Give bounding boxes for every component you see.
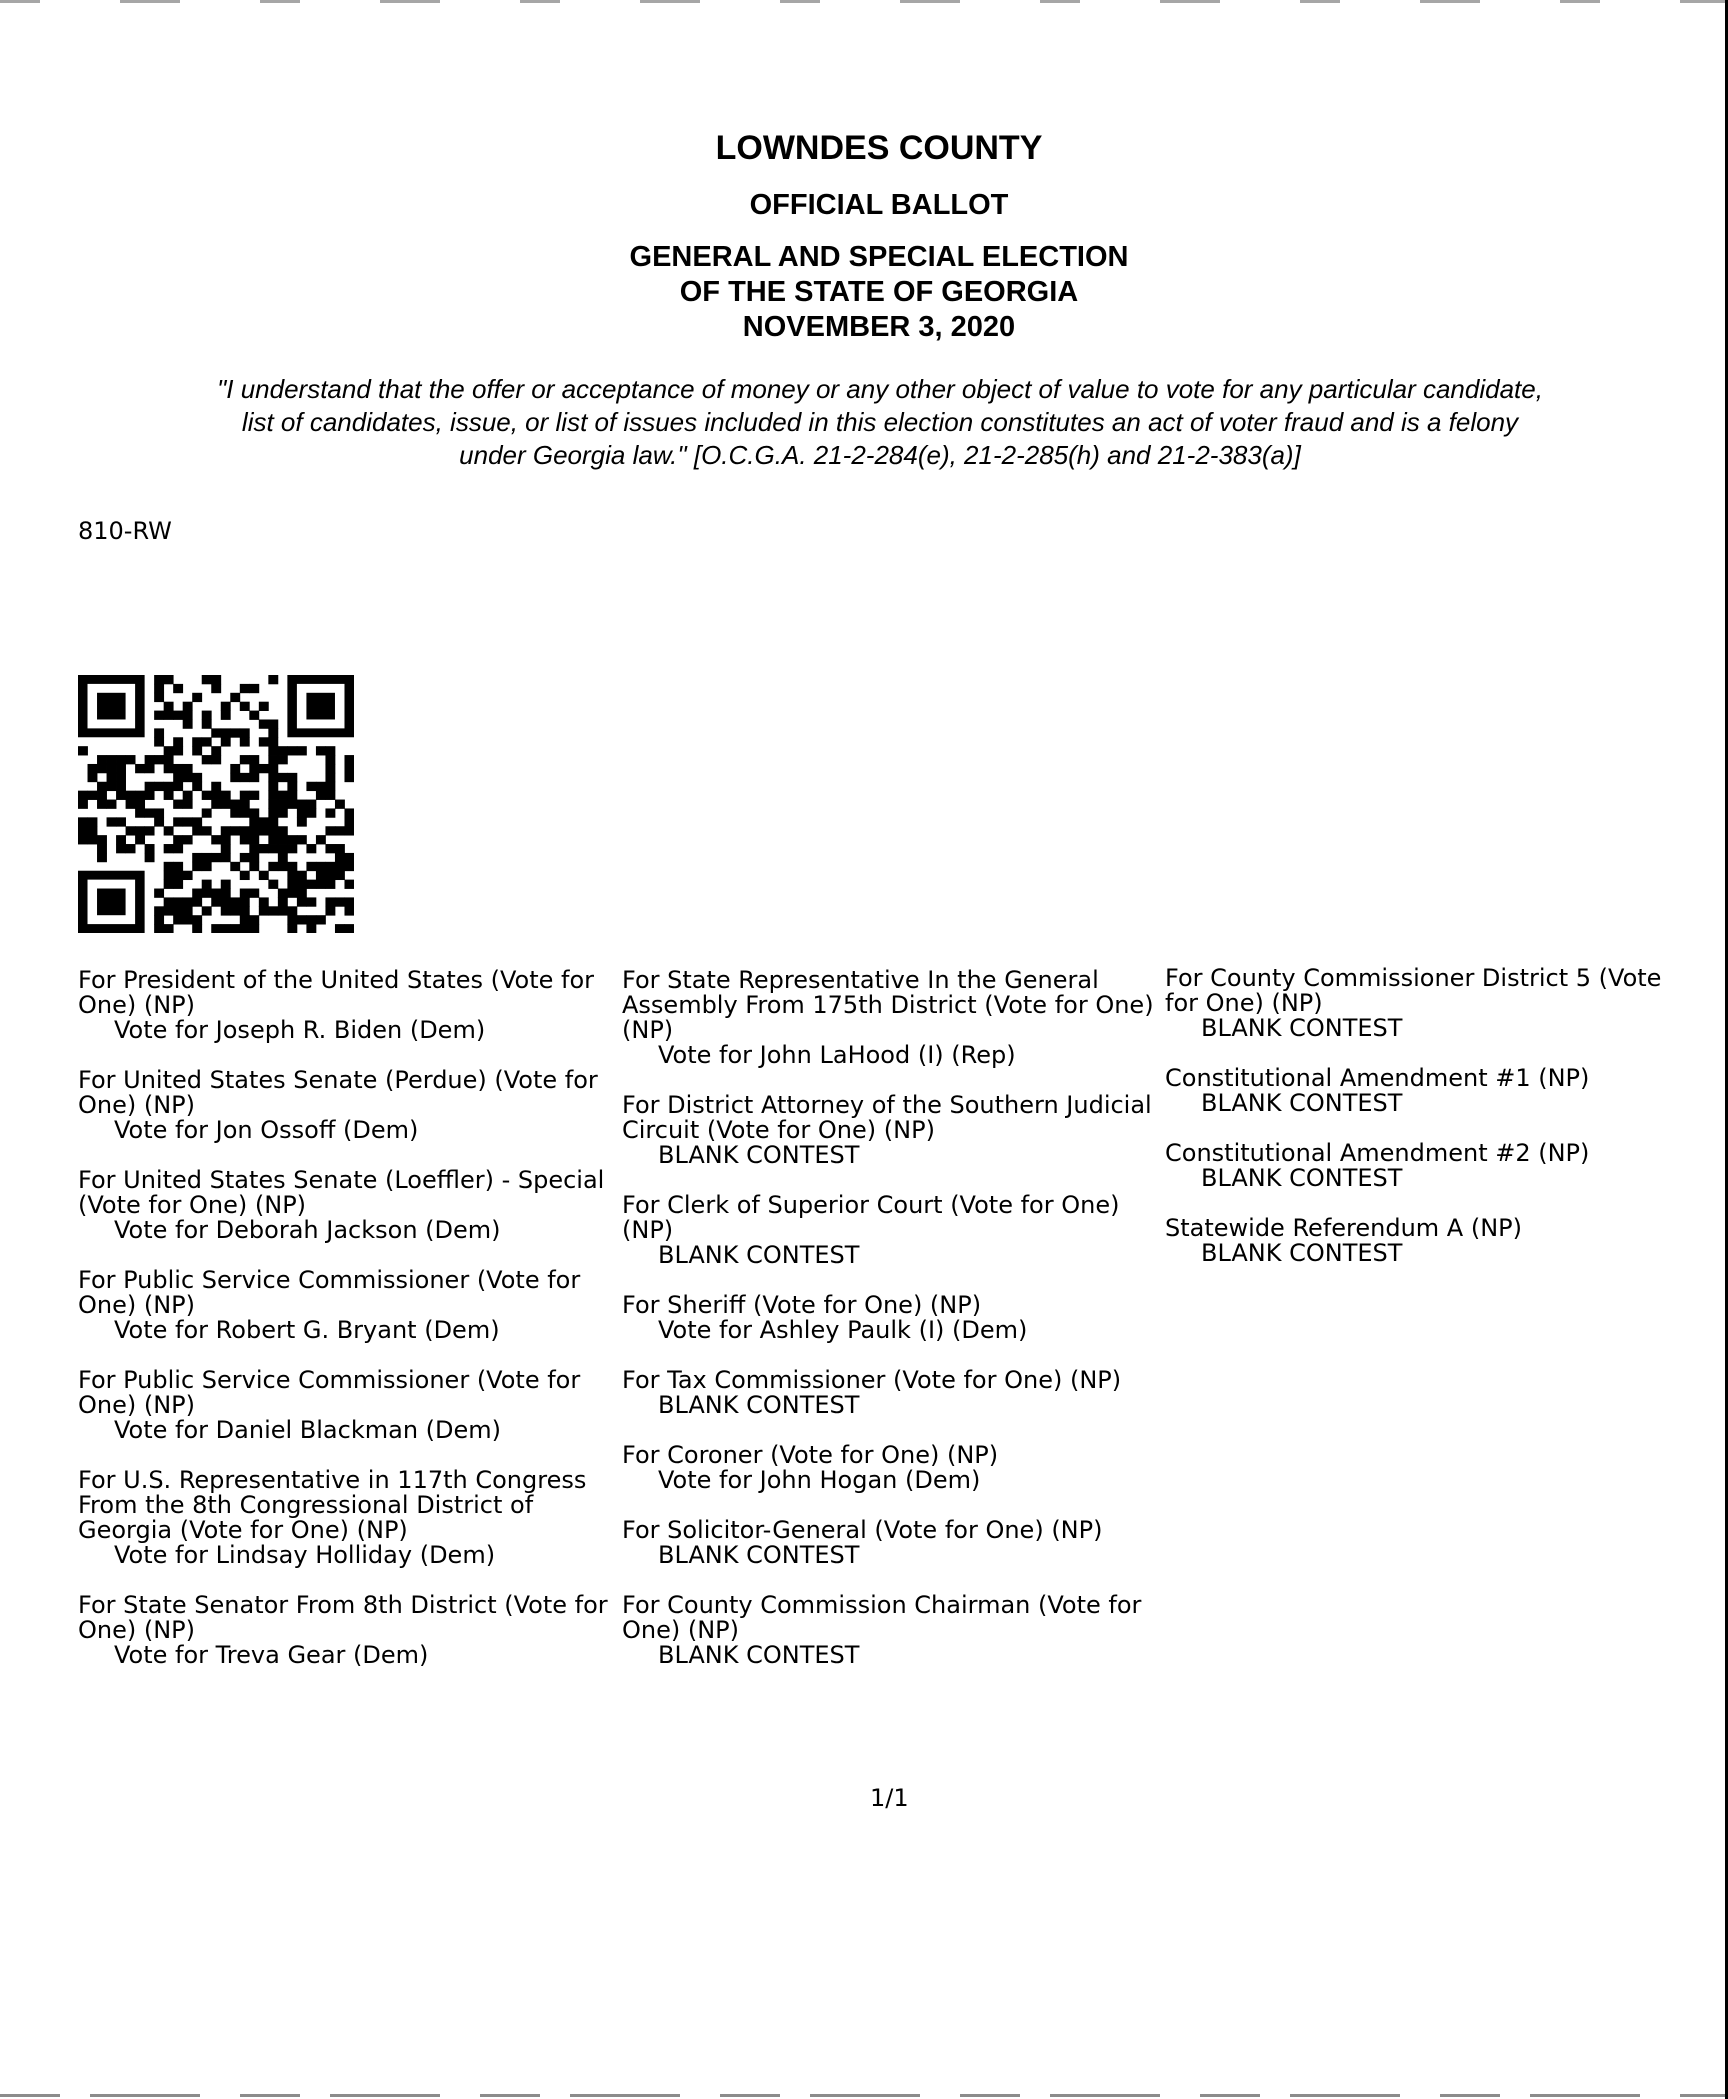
contest-title: For District Attorney of the Southern Judicial Circuit (Vote for One) (NP) <box>622 1091 1152 1144</box>
contest-item <box>622 1518 1167 1568</box>
contest-item <box>78 968 618 1043</box>
contest-selection: BLANK CONTEST <box>1201 1164 1403 1192</box>
contest-selection: Vote for John LaHood (I) (Rep) <box>658 1041 1016 1069</box>
contest-title: Statewide Referendum A (NP) <box>1165 1214 1522 1242</box>
contest-title: For Sheriff (Vote for One) (NP) <box>622 1291 982 1319</box>
contest-title: For State Representative In the General Assembly From 175th District (Vote for One) (NP) <box>622 966 1154 1044</box>
ballot-style-id: 810-RW <box>78 517 172 545</box>
contest-item <box>1165 1066 1685 1116</box>
contest-item <box>78 1068 618 1143</box>
contest-selection: BLANK CONTEST <box>658 1241 860 1269</box>
contest-item <box>622 1443 1167 1493</box>
contest-item <box>78 1468 618 1568</box>
voter-oath-line-1: "I understand that the offer or acceptance of money or any other object of value to vote for any particular candidate, <box>217 374 1543 404</box>
contest-title: For County Commissioner District 5 (Vote for One) (NP) <box>1165 964 1662 1017</box>
contest-item <box>78 1368 618 1443</box>
election-date: NOVEMBER 3, 2020 <box>742 311 1016 343</box>
scan-edge-top <box>0 0 1728 3</box>
contest-selection: BLANK CONTEST <box>1201 1089 1403 1117</box>
contest-selection: Vote for Joseph R. Biden (Dem) <box>114 1016 486 1044</box>
qr-code <box>78 675 354 933</box>
contest-item <box>622 1093 1167 1168</box>
contest-selection: Vote for Daniel Blackman (Dem) <box>114 1416 502 1444</box>
contest-title: Constitutional Amendment #1 (NP) <box>1165 1064 1590 1092</box>
contest-title: For Coroner (Vote for One) (NP) <box>622 1441 999 1469</box>
scan-edge-bottom <box>0 2094 1728 2097</box>
contest-title: For Public Service Commissioner (Vote for One) (NP) <box>78 1366 581 1419</box>
election-title <box>0 240 1728 345</box>
election-title-line-1: GENERAL AND SPECIAL ELECTION <box>629 241 1129 273</box>
contest-title: For Public Service Commissioner (Vote for One) (NP) <box>78 1266 581 1319</box>
contest-item <box>78 1268 618 1343</box>
contest-item <box>78 1168 618 1243</box>
contest-selection: BLANK CONTEST <box>1201 1239 1403 1267</box>
voter-oath-line-2: list of candidates, issue, or list of issues included in this election constitutes an act of voter fraud and is a felony <box>241 407 1519 437</box>
contest-title: For U.S. Representative in 117th Congress From the 8th Congressional District of Georgia (Vote for One) (NP) <box>78 1466 587 1544</box>
contest-selection: Vote for Robert G. Bryant (Dem) <box>114 1316 500 1344</box>
contest-selection: BLANK CONTEST <box>658 1391 860 1419</box>
contest-item <box>1165 1141 1685 1191</box>
contest-item <box>622 1293 1167 1343</box>
contest-item <box>1165 966 1685 1041</box>
contest-selection: BLANK CONTEST <box>658 1541 860 1569</box>
contest-title: For United States Senate (Loeffler) - Special (Vote for One) (NP) <box>78 1166 605 1219</box>
contest-item <box>78 1593 618 1668</box>
contest-title: For Tax Commissioner (Vote for One) (NP) <box>622 1366 1122 1394</box>
contest-selection: Vote for Deborah Jackson (Dem) <box>114 1216 501 1244</box>
contest-selection: BLANK CONTEST <box>1201 1014 1403 1042</box>
contest-title: For Solicitor-General (Vote for One) (NP) <box>622 1516 1103 1544</box>
contest-title: Constitutional Amendment #2 (NP) <box>1165 1139 1590 1167</box>
contest-title: For County Commission Chairman (Vote for One) (NP) <box>622 1591 1142 1644</box>
contest-selection: Vote for John Hogan (Dem) <box>658 1466 981 1494</box>
contest-selection: Vote for Jon Ossoff (Dem) <box>114 1116 419 1144</box>
ballot-header <box>0 128 1728 345</box>
contest-column-1 <box>78 968 618 1693</box>
voter-oath <box>80 373 1680 472</box>
contest-title: For United States Senate (Perdue) (Vote for One) (NP) <box>78 1066 598 1119</box>
contest-item <box>622 1593 1167 1668</box>
page-number: 1/1 <box>870 1784 909 1812</box>
contest-item <box>622 1368 1167 1418</box>
contest-title: For State Senator From 8th District (Vote for One) (NP) <box>78 1591 608 1644</box>
contest-selection: BLANK CONTEST <box>658 1641 860 1669</box>
contest-selection: BLANK CONTEST <box>658 1141 860 1169</box>
election-title-line-2: OF THE STATE OF GEORGIA <box>679 276 1079 308</box>
contest-item <box>1165 1216 1685 1266</box>
contest-title: For Clerk of Superior Court (Vote for One) (NP) <box>622 1191 1120 1244</box>
contest-item <box>622 968 1167 1068</box>
contest-title: For President of the United States (Vote for One) (NP) <box>78 966 595 1019</box>
contest-column-2 <box>622 968 1167 1693</box>
ballot-title: OFFICIAL BALLOT <box>749 189 1009 221</box>
voter-oath-line-3: under Georgia law." [O.C.G.A. 21-2-284(e), 21-2-285(h) and 21-2-383(a)] <box>459 440 1301 470</box>
contest-item <box>622 1193 1167 1268</box>
contest-selection: Vote for Treva Gear (Dem) <box>114 1641 429 1669</box>
county-title: LOWNDES COUNTY <box>715 129 1043 167</box>
contest-column-3 <box>1165 966 1685 1291</box>
contest-selection: Vote for Ashley Paulk (I) (Dem) <box>658 1316 1028 1344</box>
contest-selection: Vote for Lindsay Holliday (Dem) <box>114 1541 496 1569</box>
